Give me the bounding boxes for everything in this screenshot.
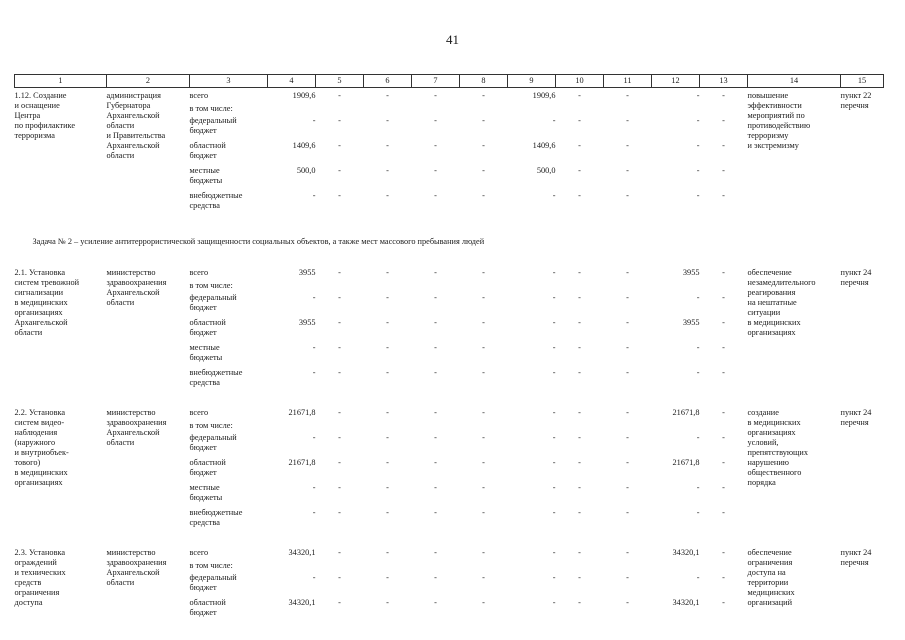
amount-cell: - — [722, 507, 725, 517]
amount-cell — [316, 104, 364, 116]
amount-cell: - — [722, 190, 725, 200]
amount-cell: - — [696, 342, 700, 352]
funding-source: в том числе: — [189, 560, 233, 570]
amount-cell: - — [578, 457, 581, 467]
amount-cell — [364, 104, 412, 116]
amount-cell: - — [434, 165, 437, 175]
amount-cell: - — [626, 317, 629, 327]
amount-cell — [364, 421, 412, 433]
amount-cell: - — [696, 292, 700, 302]
amount-cell — [412, 281, 460, 293]
amount-cell: - — [434, 432, 437, 442]
amount-cell — [652, 421, 700, 433]
amount-cell — [460, 104, 508, 116]
amount-cell — [412, 421, 460, 433]
amount-cell: 3955 — [298, 267, 316, 277]
column-number: 15 — [841, 75, 884, 88]
financing-row — [15, 268, 884, 281]
column-number: 12 — [652, 75, 700, 88]
amount-cell: - — [386, 317, 389, 327]
amount-cell: - — [482, 367, 485, 377]
amount-cell: - — [722, 90, 725, 100]
amount-cell: - — [552, 342, 556, 352]
amount-cell: - — [626, 165, 629, 175]
amount-cell — [508, 281, 556, 293]
amount-cell — [316, 561, 364, 573]
spacer-row — [15, 533, 884, 548]
amount-cell: - — [552, 292, 556, 302]
amount-cell: 500,0 — [536, 165, 556, 175]
amount-cell: - — [386, 457, 389, 467]
amount-cell: - — [386, 292, 389, 302]
funding-source: в том числе: — [189, 420, 233, 430]
amount-cell: - — [482, 342, 485, 352]
amount-cell: - — [722, 292, 725, 302]
amount-cell: - — [578, 407, 581, 417]
amount-cell — [700, 104, 748, 116]
amount-cell: - — [578, 507, 581, 517]
task-heading-row — [15, 231, 884, 253]
amount-cell: - — [552, 572, 556, 582]
funding-source: федеральный бюджет — [189, 292, 237, 312]
expected-result: обеспечение ограничения доступа на территории медицинских организаций — [747, 547, 795, 607]
expected-result: обеспечение незамедлительного реагирования на нештатные ситуации в медицинских организациях — [747, 267, 816, 337]
amount-cell: - — [434, 90, 437, 100]
amount-cell: - — [722, 140, 725, 150]
spacer-row — [15, 393, 884, 408]
amount-cell — [460, 281, 508, 293]
amount-cell: - — [434, 115, 437, 125]
amount-cell: - — [386, 547, 389, 557]
table-header — [15, 75, 884, 88]
amount-cell: - — [338, 292, 341, 302]
funding-source: местные бюджеты — [189, 165, 223, 185]
amount-cell: - — [386, 267, 389, 277]
amount-cell: - — [626, 267, 629, 277]
funding-source: внебюджетные средства — [189, 367, 243, 387]
amount-cell: - — [312, 190, 316, 200]
amount-cell: - — [338, 115, 341, 125]
amount-cell: - — [434, 597, 437, 607]
column-number: 13 — [700, 75, 748, 88]
funding-source: областной бюджет — [189, 597, 226, 617]
activity-name: 1.12. Создание и оснащение Центра по профилактике терроризма — [14, 90, 76, 140]
amount-cell: - — [434, 317, 437, 327]
spacer-row — [15, 216, 884, 231]
amount-cell: 34320,1 — [288, 547, 316, 557]
amount-cell: - — [696, 165, 700, 175]
amount-cell — [508, 561, 556, 573]
amount-cell: - — [578, 367, 581, 377]
amount-cell: - — [312, 115, 316, 125]
funding-source: федеральный бюджет — [189, 572, 237, 592]
amount-cell: - — [626, 342, 629, 352]
column-number: 10 — [556, 75, 604, 88]
column-number: 6 — [364, 75, 412, 88]
amount-cell: - — [434, 547, 437, 557]
amount-cell: - — [482, 140, 485, 150]
funding-source: внебюджетные средства — [189, 190, 243, 210]
amount-cell: - — [338, 482, 341, 492]
responsible-executor: министерство здравоохранения Архангельской области — [106, 267, 167, 307]
amount-cell: - — [386, 140, 389, 150]
amount-cell: - — [696, 507, 700, 517]
amount-cell: - — [312, 367, 316, 377]
amount-cell — [700, 421, 748, 433]
amount-cell: - — [578, 267, 581, 277]
amount-cell: - — [696, 572, 700, 582]
responsible-executor: министерство здравоохранения Архангельской области — [106, 547, 167, 587]
amount-cell: - — [578, 432, 581, 442]
amount-cell: - — [434, 190, 437, 200]
column-number: 2 — [107, 75, 190, 88]
amount-cell — [556, 281, 604, 293]
activity-name: 2.1. Установка систем тревожной сигнализации в медицинских организациях Архангельской области — [14, 267, 80, 337]
amount-cell: - — [552, 190, 556, 200]
amount-cell — [412, 561, 460, 573]
amount-cell: - — [338, 165, 341, 175]
column-number: 5 — [316, 75, 364, 88]
amount-cell — [508, 104, 556, 116]
amount-cell: - — [312, 432, 316, 442]
amount-cell: - — [386, 507, 389, 517]
amount-cell: - — [696, 115, 700, 125]
amount-cell: - — [578, 482, 581, 492]
amount-cell — [364, 281, 412, 293]
funding-source: федеральный бюджет — [189, 115, 237, 135]
amount-cell: - — [552, 267, 556, 277]
amount-cell: 500,0 — [296, 165, 316, 175]
amount-cell: - — [696, 190, 700, 200]
amount-cell: - — [482, 317, 485, 327]
amount-cell: - — [386, 115, 389, 125]
amount-cell: - — [434, 572, 437, 582]
financing-row — [15, 408, 884, 421]
amount-cell: - — [626, 547, 629, 557]
amount-cell: - — [722, 432, 725, 442]
amount-cell: 34320,1 — [672, 597, 700, 607]
amount-cell: - — [386, 572, 389, 582]
amount-cell: - — [312, 342, 316, 352]
amount-cell: - — [434, 140, 437, 150]
amount-cell: - — [482, 190, 485, 200]
funding-source: всего — [189, 90, 209, 100]
amount-cell: - — [482, 597, 485, 607]
amount-cell: - — [722, 597, 725, 607]
amount-cell: - — [722, 457, 725, 467]
amount-cell: - — [338, 342, 341, 352]
amount-cell: - — [312, 507, 316, 517]
amount-cell: 21671,8 — [672, 407, 700, 417]
amount-cell — [700, 281, 748, 293]
amount-cell: - — [578, 292, 581, 302]
column-number: 4 — [268, 75, 316, 88]
amount-cell: - — [434, 292, 437, 302]
amount-cell: - — [482, 432, 485, 442]
amount-cell: - — [722, 317, 725, 327]
task-heading: Задача № 2 – усиление антитеррористической защищенности социальных объектов, а также мест массового пребывания людей — [32, 236, 485, 246]
amount-cell: - — [696, 432, 700, 442]
amount-cell: - — [482, 90, 485, 100]
amount-cell — [316, 421, 364, 433]
amount-cell: - — [434, 407, 437, 417]
amount-cell: - — [578, 190, 581, 200]
amount-cell: 1409,6 — [532, 140, 556, 150]
amount-cell: - — [626, 115, 629, 125]
amount-cell — [700, 561, 748, 573]
amount-cell: - — [722, 342, 725, 352]
funding-source: внебюджетные средства — [189, 507, 243, 527]
amount-cell: - — [338, 407, 341, 417]
amount-cell: - — [482, 165, 485, 175]
amount-cell: - — [722, 165, 725, 175]
basis-reference: пункт 24 перечня — [840, 407, 872, 427]
funding-source: местные бюджеты — [189, 342, 223, 362]
responsible-executor: министерство здравоохранения Архангельской области — [106, 407, 167, 447]
amount-cell: - — [338, 432, 341, 442]
amount-cell: 1409,6 — [292, 140, 316, 150]
amount-cell: - — [434, 457, 437, 467]
amount-cell: - — [482, 482, 485, 492]
funding-source: всего — [189, 407, 209, 417]
amount-cell: - — [722, 407, 725, 417]
page-number: 41 — [446, 32, 459, 47]
amount-cell — [268, 104, 316, 116]
amount-cell — [556, 104, 604, 116]
amount-cell: 34320,1 — [672, 547, 700, 557]
amount-cell — [268, 421, 316, 433]
amount-cell: - — [696, 90, 700, 100]
amount-cell: 21671,8 — [288, 407, 316, 417]
amount-cell: 1909,6 — [292, 90, 316, 100]
amount-cell: - — [386, 407, 389, 417]
financing-row — [15, 548, 884, 561]
amount-cell: - — [552, 597, 556, 607]
amount-cell — [460, 561, 508, 573]
amount-cell: - — [482, 457, 485, 467]
amount-cell: - — [338, 90, 341, 100]
basis-reference: пункт 22 перечня — [840, 90, 872, 110]
amount-cell: - — [338, 457, 341, 467]
amount-cell: - — [552, 457, 556, 467]
spacer-row — [15, 253, 884, 268]
amount-cell — [364, 561, 412, 573]
amount-cell: - — [722, 367, 725, 377]
amount-cell — [556, 561, 604, 573]
amount-cell: - — [338, 507, 341, 517]
amount-cell — [652, 561, 700, 573]
amount-cell: - — [722, 482, 725, 492]
amount-cell: - — [312, 572, 316, 582]
amount-cell: - — [626, 432, 629, 442]
amount-cell: - — [386, 432, 389, 442]
amount-cell: - — [578, 597, 581, 607]
amount-cell: - — [312, 482, 316, 492]
amount-cell: - — [434, 482, 437, 492]
amount-cell: - — [434, 267, 437, 277]
funding-source: в том числе: — [189, 280, 233, 290]
amount-cell — [508, 421, 556, 433]
amount-cell: - — [578, 115, 581, 125]
amount-cell — [604, 561, 652, 573]
amount-cell: - — [626, 457, 629, 467]
expected-result: повышение эффективности мероприятий по противодействию терроризму и экстремизму — [747, 90, 811, 150]
amount-cell: - — [578, 317, 581, 327]
amount-cell: - — [626, 140, 629, 150]
amount-cell: - — [386, 90, 389, 100]
amount-cell: - — [552, 547, 556, 557]
amount-cell: - — [578, 90, 581, 100]
funding-source: областной бюджет — [189, 457, 226, 477]
amount-cell: - — [482, 292, 485, 302]
amount-cell: - — [626, 292, 629, 302]
amount-cell: - — [696, 140, 700, 150]
amount-cell: - — [338, 367, 341, 377]
amount-cell: - — [482, 407, 485, 417]
funding-source: федеральный бюджет — [189, 432, 237, 452]
column-number: 3 — [190, 75, 268, 88]
amount-cell: - — [552, 407, 556, 417]
amount-cell: - — [626, 367, 629, 377]
basis-reference: пункт 24 перечня — [840, 547, 872, 567]
funding-source: всего — [189, 547, 209, 557]
amount-cell: - — [578, 547, 581, 557]
amount-cell — [652, 104, 700, 116]
amount-cell: - — [696, 482, 700, 492]
amount-cell — [604, 281, 652, 293]
amount-cell: - — [386, 597, 389, 607]
amount-cell: - — [722, 572, 725, 582]
amount-cell: - — [482, 547, 485, 557]
column-number: 7 — [412, 75, 460, 88]
column-number-row — [15, 75, 884, 88]
amount-cell — [268, 281, 316, 293]
amount-cell: - — [552, 115, 556, 125]
column-number: 14 — [748, 75, 841, 88]
amount-cell: - — [434, 342, 437, 352]
amount-cell: - — [338, 140, 341, 150]
amount-cell: 3955 — [298, 317, 316, 327]
amount-cell — [268, 561, 316, 573]
amount-cell: - — [386, 342, 389, 352]
amount-cell: - — [626, 507, 629, 517]
amount-cell — [460, 421, 508, 433]
amount-cell: - — [482, 507, 485, 517]
amount-cell: - — [552, 482, 556, 492]
amount-cell: - — [434, 507, 437, 517]
funding-source: местные бюджеты — [189, 482, 223, 502]
amount-cell: - — [552, 317, 556, 327]
amount-cell: - — [482, 267, 485, 277]
amount-cell: - — [338, 317, 341, 327]
funding-source: в том числе: — [189, 103, 233, 113]
responsible-executor: администрация Губернатора Архангельской области и Правительства Архангельской области — [106, 90, 166, 160]
amount-cell: - — [578, 342, 581, 352]
amount-cell: 21671,8 — [672, 457, 700, 467]
column-number: 9 — [508, 75, 556, 88]
table-body — [15, 88, 884, 623]
amount-cell: 21671,8 — [288, 457, 316, 467]
amount-cell: - — [386, 165, 389, 175]
amount-cell: - — [626, 190, 629, 200]
amount-cell: 3955 — [682, 267, 700, 277]
amount-cell: - — [722, 267, 725, 277]
amount-cell: - — [552, 367, 556, 377]
amount-cell: - — [434, 367, 437, 377]
program-table — [14, 74, 884, 623]
amount-cell: - — [626, 90, 629, 100]
amount-cell: - — [552, 507, 556, 517]
amount-cell: - — [338, 597, 341, 607]
basis-reference: пункт 24 перечня — [840, 267, 872, 287]
financing-row — [15, 91, 884, 104]
column-number: 8 — [460, 75, 508, 88]
amount-cell: - — [338, 267, 341, 277]
amount-cell: - — [338, 547, 341, 557]
amount-cell: - — [626, 482, 629, 492]
amount-cell: 34320,1 — [288, 597, 316, 607]
amount-cell — [412, 104, 460, 116]
amount-cell — [652, 281, 700, 293]
amount-cell: - — [578, 572, 581, 582]
amount-cell: - — [552, 432, 556, 442]
column-number: 11 — [604, 75, 652, 88]
expected-result: создание в медицинских организациях условий, препятствующих нарушению общественного порядка — [747, 407, 809, 487]
amount-cell: 3955 — [682, 317, 700, 327]
amount-cell — [604, 421, 652, 433]
amount-cell: - — [578, 165, 581, 175]
amount-cell: - — [386, 190, 389, 200]
amount-cell: - — [338, 190, 341, 200]
amount-cell: - — [312, 292, 316, 302]
amount-cell: - — [386, 367, 389, 377]
funding-source: областной бюджет — [189, 317, 226, 337]
amount-cell: - — [626, 597, 629, 607]
funding-source: областной бюджет — [189, 140, 226, 160]
amount-cell: - — [386, 482, 389, 492]
amount-cell — [316, 281, 364, 293]
amount-cell: - — [696, 367, 700, 377]
activity-name: 2.3. Установка ограждений и технических средств ограничения доступа — [14, 547, 66, 607]
amount-cell: - — [338, 572, 341, 582]
amount-cell — [604, 104, 652, 116]
column-number: 1 — [15, 75, 107, 88]
amount-cell — [556, 421, 604, 433]
amount-cell: - — [578, 140, 581, 150]
activity-name: 2.2. Установка систем видео- наблюдения (наружного и внутриобъек- тового) в медицинских организациях — [14, 407, 69, 487]
amount-cell: - — [626, 407, 629, 417]
amount-cell: - — [722, 547, 725, 557]
amount-cell: - — [626, 572, 629, 582]
funding-source: всего — [189, 267, 209, 277]
amount-cell: - — [482, 572, 485, 582]
amount-cell: 1909,6 — [532, 90, 556, 100]
amount-cell: - — [482, 115, 485, 125]
amount-cell: - — [722, 115, 725, 125]
